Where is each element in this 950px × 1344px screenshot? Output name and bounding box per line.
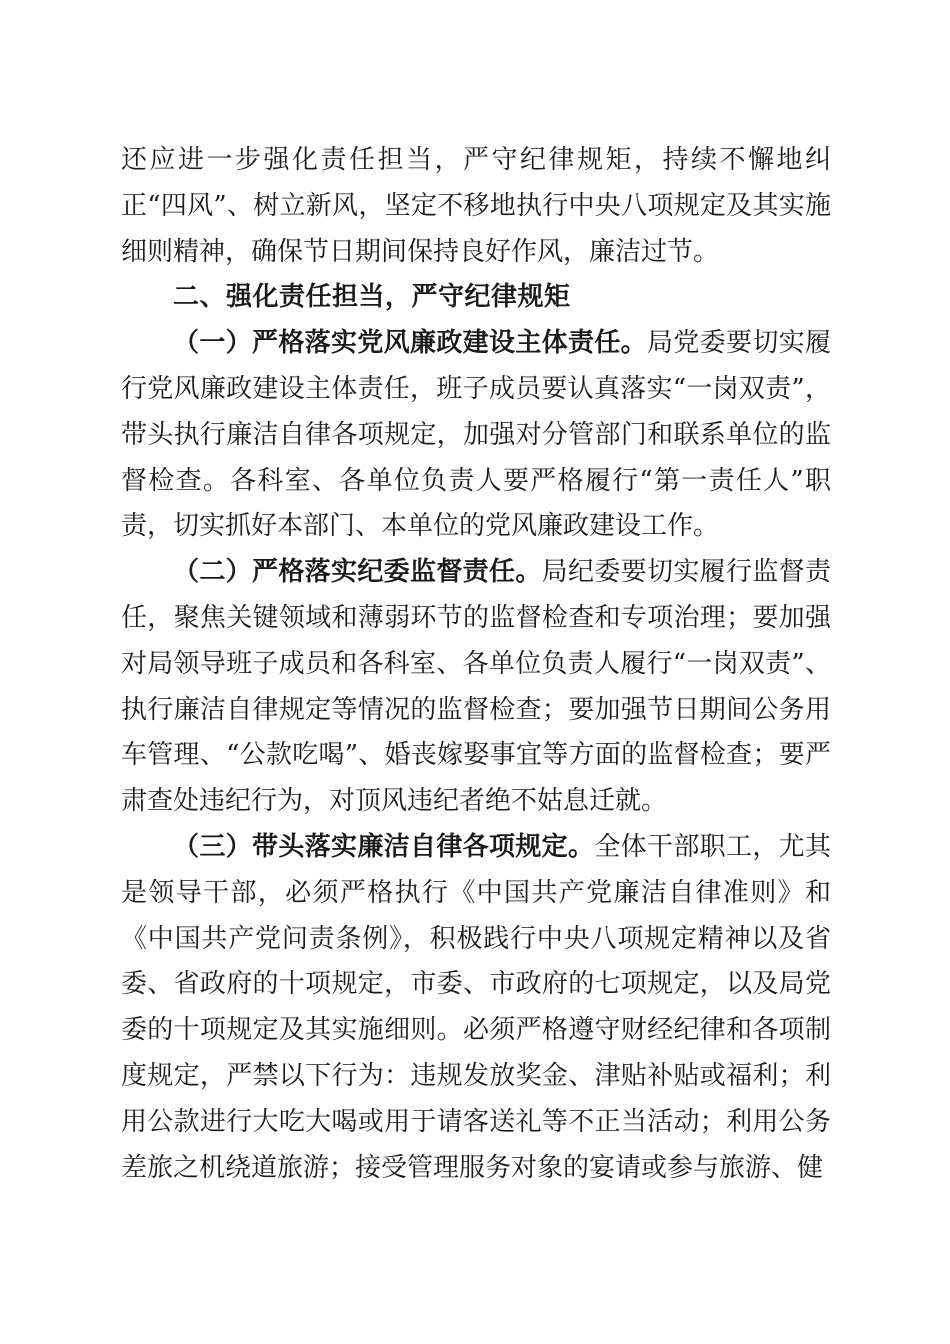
item-body-1: 局党委要切实履行党风廉政建设主体责任，班子成员要认真落实“一岗双责”，带头执行廉洁自律各项规定，加强对分管部门和联系单位的监督检查。各科室、各单位负责人要严格履行“第一责任人”职责，切实抓好本部门、本单位的党风廉政建设工作。 [121,328,831,542]
item-body-3: 全体干部职工，尤其是领导干部，必须严格执行《中国共产党廉洁自律准则》和《中国共产党问责条例》，积极践行中央八项规定精神以及省委、省政府的十项规定，市委、市政府的七项规定，以及局党委的十项规定及其实施细则。必须严格遵守财经纪律和各项制度规定，严禁以下行为：违规发放奖金、津贴补贴或福利；利用公款进行大吃大喝或用于请客送礼等不正当活动；利用公务差旅之机绕道旅游；接受管理服务对象的宴请或参与旅游、健 [121,831,831,1183]
intro-paragraph-text: 还应进一步强化责任担当，严守纪律规矩，持续不懈地纠正“四风”、树立新风，坚定不移地执行中央八项规定及其实施细则精神，确保节日期间保持良好作风，廉洁过节。 [121,145,831,267]
item-paragraph-2 [121,550,831,825]
item-paragraph-3 [121,825,831,1191]
item-paragraph-1 [121,321,831,550]
item-lead-2: （二）严格落实纪委监督责任。 [173,557,542,588]
item-lead-3: （三）带头落实廉洁自律各项规定。 [173,831,595,862]
item-body-2: 局纪委要切实履行监督责任，聚焦关键领域和薄弱环节的监督检查和专项治理；要加强对局领导班子成员和各科室、各单位负责人履行“一岗双责”、执行廉洁自律规定等情况的监督检查；要加强节日期间公务用车管理、“公款吃喝”、婚丧嫁娶事宜等方面的监督检查；要严肃查处违纪行为，对顶风违纪者绝不姑息迁就。 [121,557,831,817]
item-lead-1: （一）严格落实党风廉政建设主体责任。 [173,328,647,359]
document-body [121,138,831,1191]
intro-paragraph [121,138,831,275]
section-heading: 二、强化责任担当，严守纪律规矩 [173,282,571,313]
